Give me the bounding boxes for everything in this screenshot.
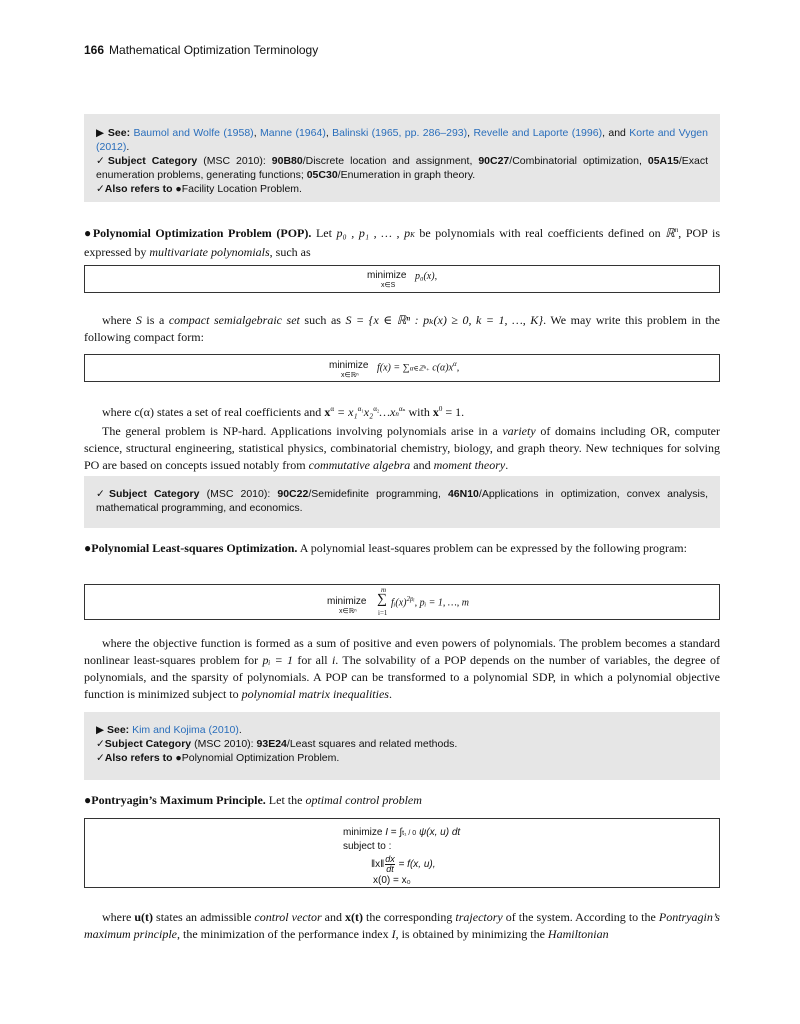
- eq2-body-text: f(x) = ∑: [377, 362, 410, 374]
- subject-msc: (MSC 2010):: [203, 155, 266, 167]
- eq4-line2: subject to :: [343, 841, 392, 852]
- subject-label: ✓Subject Category: [96, 155, 198, 167]
- text: where: [102, 313, 136, 327]
- eq1-under: x∈S: [381, 282, 396, 289]
- math-sub: n: [395, 410, 399, 418]
- text: , such as: [269, 245, 311, 259]
- eq1-body: [415, 271, 437, 282]
- subject-label: ✓Subject Category: [96, 738, 192, 750]
- emphasis: Hamiltonian: [547, 927, 609, 941]
- text: and: [321, 910, 346, 924]
- eq1-minimize: minimize: [367, 270, 407, 281]
- math: c(α): [134, 405, 154, 419]
- eq3-sum: ∑: [377, 592, 387, 607]
- ref-link[interactable]: Baumol and Wolfe (1958): [133, 127, 254, 139]
- eq4-norm: ‖x‖: [371, 859, 385, 871]
- math-sup: 0: [438, 405, 443, 413]
- see-also-box-pls: [84, 712, 720, 780]
- text: and: [410, 458, 434, 472]
- see-label: ▶ See:: [96, 127, 131, 139]
- math-sup: α: [330, 405, 334, 413]
- eq2-tail: c(α)x: [429, 362, 454, 374]
- subject-text: /Combinatorial optimization,: [509, 155, 648, 167]
- equation-box-1: [84, 265, 720, 293]
- eq2-sup: α: [453, 360, 457, 368]
- math: …x: [379, 405, 396, 419]
- running-header: [84, 43, 318, 57]
- math-sup: αₙ: [398, 405, 406, 413]
- text: , POP is expressed by: [84, 226, 720, 259]
- eq4-integral: = ∫: [388, 827, 403, 838]
- also-label: ✓Also refers to: [96, 752, 173, 764]
- pop-where-2: [84, 401, 720, 474]
- math: S = {x ∈ ℝⁿ : pₖ(x) ≥ 0, k = 1, …, K}: [345, 313, 544, 327]
- emphasis: Pontryagin’s maximum principle: [84, 910, 720, 941]
- text: , the minimization of the performance index: [176, 927, 392, 941]
- also-text[interactable]: ●Polynomial Optimization Problem.: [175, 752, 340, 764]
- eq4-line3: [371, 855, 436, 874]
- page-number: 166: [84, 43, 105, 57]
- text: . The solvability of a POP depends on the number of variables, the degree of polynomials, and the sparsity of polynomials. A POP can be transformed to a polynomial SDP, in which a polynomial objective function is minimized subject to: [84, 653, 720, 701]
- text: the corresponding: [363, 910, 456, 924]
- eq4-minimize: minimize: [343, 827, 386, 838]
- text: = 1.: [442, 405, 465, 419]
- eq4-I: I: [385, 827, 389, 838]
- eq4-line1: [343, 827, 460, 838]
- subject-code: 90C22: [277, 488, 309, 500]
- eq2-body: [377, 360, 459, 373]
- see-label: ▶ See:: [96, 724, 130, 736]
- eq4-line4: x(0) = x₀: [373, 875, 411, 886]
- emphasis: variety: [502, 424, 536, 438]
- subject-text: /Applications in optimization, convex analysis, mathematical programming, and economics.: [96, 488, 709, 514]
- pls-intro: [84, 540, 720, 557]
- math-sup: α₁: [357, 405, 364, 413]
- entry-title: ●Pontryagin’s Maximum Principle.: [84, 793, 266, 807]
- math: x(t): [345, 910, 364, 924]
- math: x₂: [363, 405, 374, 419]
- text: for all: [293, 653, 332, 667]
- eq4-den: dt: [386, 864, 394, 874]
- subject-text: /Enumeration in graph theory.: [337, 169, 476, 181]
- see-line: [96, 723, 708, 737]
- eq3-body-text: fᵢ(x): [391, 597, 407, 609]
- math-sup: n: [674, 226, 679, 234]
- text: Let the: [265, 793, 306, 807]
- text: where: [102, 910, 135, 924]
- emphasis: optimal control problem: [305, 793, 422, 807]
- eq3-under: x∈ℝⁿ: [339, 608, 357, 615]
- equation-box-3: [84, 584, 720, 620]
- text: states an admissible: [153, 910, 255, 924]
- math: x: [324, 405, 331, 419]
- subject-code: 46N10: [447, 488, 479, 500]
- text: be polynomials with real coefficients defined on: [414, 226, 666, 240]
- eq2-minimize: minimize: [329, 360, 369, 371]
- text: , is obtained by minimizing the: [395, 927, 548, 941]
- text: of the system. According to the: [502, 910, 659, 924]
- emphasis: trajectory: [455, 910, 503, 924]
- math-sub: K: [410, 231, 415, 239]
- equation-box-2: [84, 354, 720, 382]
- text: .: [388, 687, 392, 701]
- eq4-integrand: ψ(x, u) dt: [416, 827, 461, 838]
- emphasis: polynomial matrix inequalities: [241, 687, 389, 701]
- see-also-box-location: [84, 114, 720, 202]
- text: is a: [141, 313, 169, 327]
- also-label: ✓Also refers to: [96, 183, 173, 195]
- subject-code: 05A15: [647, 155, 679, 167]
- text: where: [102, 405, 135, 419]
- running-title: Mathematical Optimization Terminology: [109, 43, 319, 57]
- math-space: ℝ: [665, 226, 675, 240]
- ref-link[interactable]: Kim and Kojima (2010): [132, 724, 239, 736]
- math: u(t): [134, 910, 154, 924]
- text: Let: [311, 226, 337, 240]
- text: where the objective function is formed as a sum of positive and even powers of polynomials. The problem becomes a standard nonlinear least-squares problem for: [84, 636, 720, 667]
- text: .: [238, 724, 242, 736]
- entry-title: ●Polynomial Optimization Problem (POP).: [84, 226, 312, 240]
- subject-text: /Discrete location and assignment,: [302, 155, 479, 167]
- subject-code: 90C27: [478, 155, 510, 167]
- eq1-body-text: p₀(x),: [415, 271, 438, 282]
- math: = x₁: [333, 405, 358, 419]
- eq2-sub: α∈ℤⁿ₊: [409, 364, 430, 373]
- subject-msc: (MSC 2010):: [194, 738, 254, 750]
- math: I: [391, 927, 396, 941]
- subject-text: /Exact enumeration problems, generating functions;: [96, 155, 708, 181]
- also-refers-line: [96, 751, 708, 765]
- see-line: ▶ See: Baumol and Wolfe (1958), Manne (1964), Balinski (1965, pp. 286–293), Revelle and Laporte (1996), and Korte and Vygen (2012).: [96, 127, 708, 153]
- emphasis: multivariate polynomials: [149, 245, 270, 259]
- text: The general problem is NP-hard. Applications involving polynomials arise in a: [102, 424, 503, 438]
- subject-box-pop: [84, 476, 720, 528]
- ref-link[interactable]: Revelle and Laporte (1996): [473, 127, 603, 139]
- subject-code: 93E24: [256, 738, 287, 750]
- math: S: [135, 313, 142, 327]
- subject-code: 90B80: [271, 155, 303, 167]
- math: i: [331, 653, 336, 667]
- eq4-num: dx: [385, 854, 395, 864]
- subject-msc: (MSC 2010):: [206, 488, 271, 500]
- text: states a set of real coefficients and: [153, 405, 325, 419]
- subject-text: /Least squares and related methods.: [286, 738, 458, 750]
- text: . We may write this problem in the following compact form:: [84, 313, 720, 344]
- subject-line: [96, 487, 708, 515]
- text: such as: [299, 313, 346, 327]
- also-text[interactable]: ●Facility Location Problem.: [175, 183, 302, 195]
- ref-link[interactable]: Balinski (1965, pp. 286–293): [332, 127, 468, 139]
- eq3-sum-top: m: [381, 586, 387, 594]
- math-sup: α₂: [373, 405, 380, 413]
- emphasis: moment theory: [433, 458, 506, 472]
- subject-text: /Semidefinite programming,: [308, 488, 448, 500]
- eq4-rhs: = f(x, u),: [395, 859, 436, 871]
- subject-label: ✓Subject Category: [96, 488, 200, 500]
- text: of domains including OR, computer science, structural engineering, statistical physics, combinatorial chemistry, biology, and graph theory. New techniques for solving PO are based on concepts issued notably from: [84, 424, 720, 472]
- also-refers-line: [96, 182, 708, 196]
- entry-title: ●Polynomial Least-squares Optimization.: [84, 541, 298, 555]
- emphasis: control vector: [254, 910, 322, 924]
- eq2-under: x∈ℝⁿ: [341, 372, 359, 379]
- text: with: [405, 405, 433, 419]
- subject-code: 05C30: [306, 169, 338, 181]
- pmp-intro: [84, 792, 720, 809]
- text: A polynomial least-squares problem can be expressed by the following program:: [297, 541, 687, 555]
- subject-line: [96, 154, 708, 182]
- ref-link[interactable]: Korte and Vygen (2012): [96, 127, 708, 153]
- pls-where: [84, 635, 720, 703]
- eq3-body: [391, 595, 469, 608]
- pop-where-1: [84, 312, 720, 346]
- eq4-limits: t₁ / 0: [402, 830, 417, 837]
- eq2-end: ,: [456, 362, 460, 374]
- emphasis: compact semialgebraic set: [168, 313, 300, 327]
- ref-link[interactable]: Manne (1964): [259, 127, 326, 139]
- text: .: [505, 458, 509, 472]
- subject-line: [96, 737, 708, 751]
- eq4-frac: [385, 855, 395, 874]
- pop-intro: [84, 222, 720, 261]
- math-vars: p₀ , p₁ , … , p: [336, 226, 411, 240]
- eq3-minimize: minimize: [327, 596, 367, 607]
- eq3-sup: 2pᵢ: [406, 595, 415, 603]
- pmp-where: [84, 909, 720, 943]
- eq3-sum-bot: i=1: [378, 609, 388, 617]
- equation-box-4: [84, 818, 720, 888]
- emphasis: commutative algebra: [308, 458, 411, 472]
- math: x: [432, 405, 439, 419]
- eq3-tail: , pᵢ = 1, …, m: [414, 597, 470, 609]
- math: pᵢ = 1: [262, 653, 294, 667]
